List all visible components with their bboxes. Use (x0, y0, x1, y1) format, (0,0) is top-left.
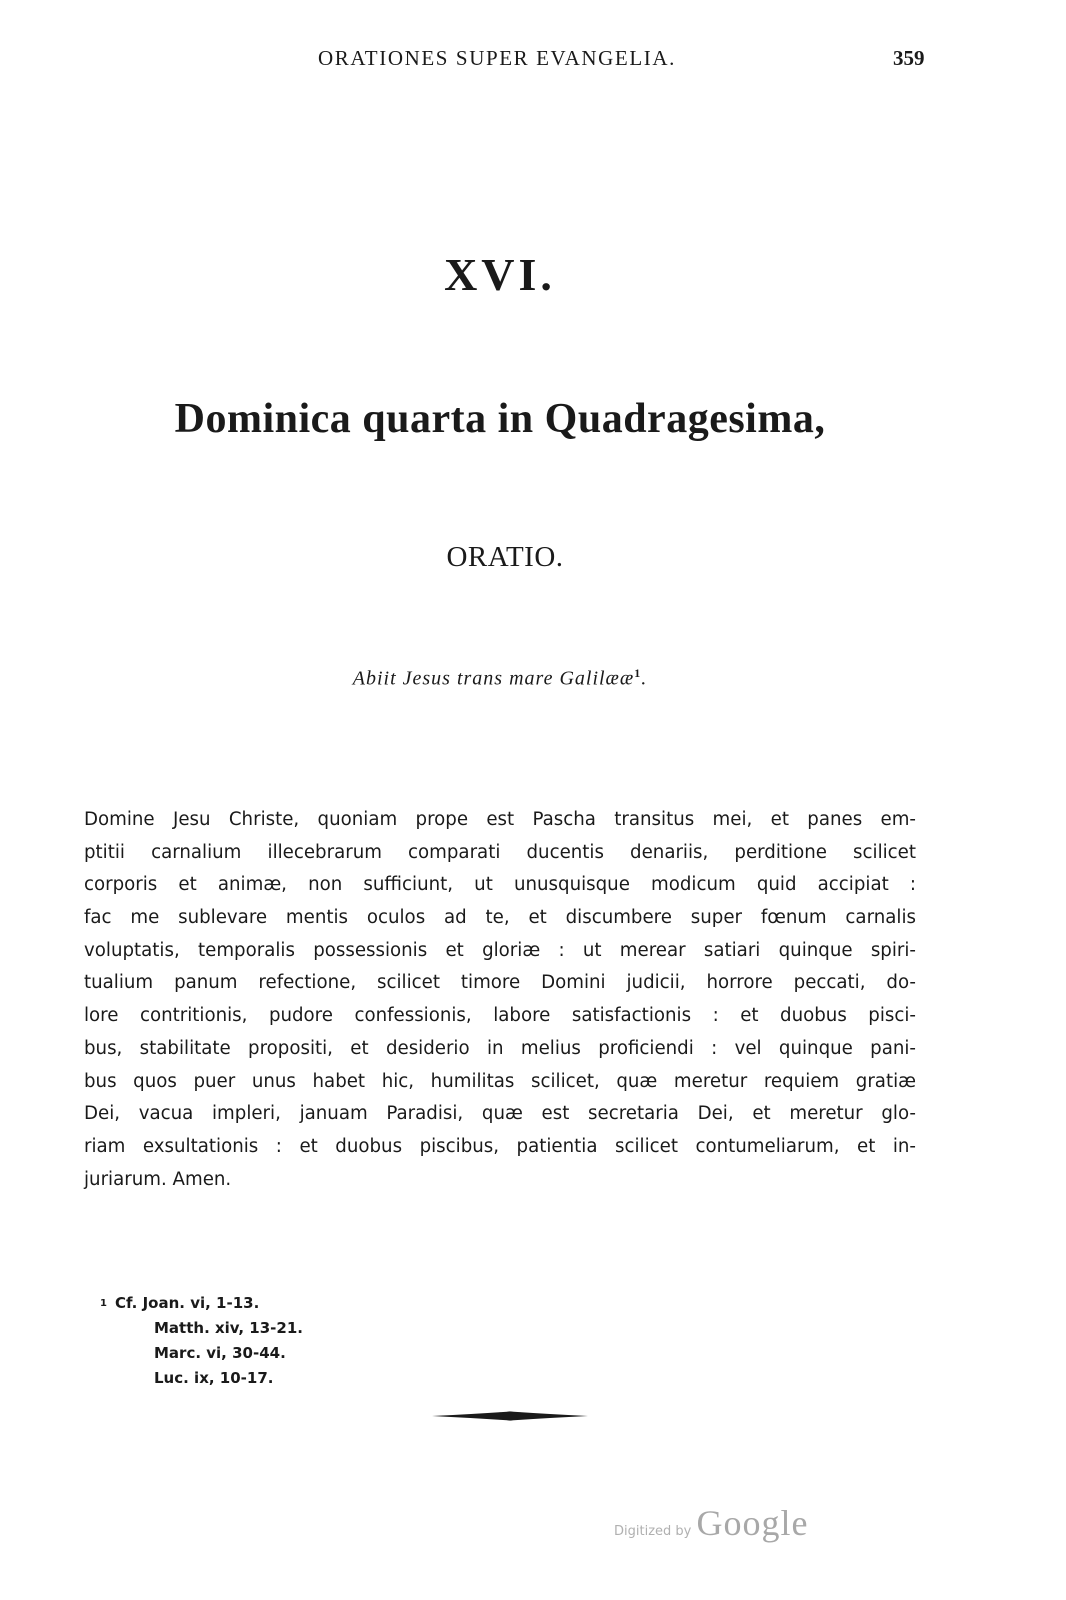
footnotes (100, 1291, 303, 1391)
body-line: tualium panum refectione, scilicet timore Domini judicii, horrore peccati, do- (84, 972, 916, 994)
epigraph-text: Abiit Jesus trans mare Galilææ (352, 667, 635, 690)
google-watermark (614, 1502, 808, 1552)
body-line: voluptatis, temporalis possessionis et gloriæ : ut merear satiari quinque spiri- (84, 939, 916, 961)
epigraph (0, 666, 1000, 691)
epigraph-end: . (641, 667, 648, 690)
body-line: Domine Jesu Christe, quoniam prope est Pascha transitus mei, et panes em- (84, 809, 916, 830)
body-line: Dei, vacua impleri, januam Paradisi, quæ est secretaria Dei, et meretur glo- (84, 1103, 916, 1125)
watermark-brand: Google (696, 1503, 809, 1543)
footnote-line (100, 1291, 303, 1316)
footnote-text: Cf. Joan. vi, 1-13. (114, 1294, 260, 1312)
chapter-number: XVI. (444, 249, 556, 300)
footnote-line: Matth. xiv, 13-21. (154, 1319, 303, 1337)
footnote-reference: 1 (634, 666, 642, 680)
page-number: 359 (893, 46, 925, 70)
body-line: juriarum. Amen. (84, 1168, 232, 1190)
running-header (0, 46, 1066, 76)
body-line: ptitii carnalium illecebrarum comparati ducentis denariis, perditione scilicet (84, 841, 916, 863)
footnote-line: Marc. vi, 30-44. (154, 1344, 286, 1362)
running-title: ORATIONES SUPER EVANGELIA. (318, 46, 676, 70)
watermark-prefix: Digitized by (614, 1524, 692, 1539)
section-heading: ORATIO. (446, 541, 564, 573)
footnote-line: Luc. ix, 10-17. (154, 1369, 274, 1387)
body-line: corporis et animæ, non sufficiunt, ut unusquisque modicum quid accipiat : (84, 874, 916, 896)
body-line: fac me sublevare mentis oculos ad te, et discumbere super fœnum carnalis (84, 907, 916, 929)
body-line: lore contritionis, pudore confessionis, labore satisfactionis : et duobus pisci- (84, 1005, 916, 1027)
body-line: riam exsultationis : et duobus piscibus, patientia scilicet contumeliarum, et in- (84, 1135, 916, 1157)
body-line: bus, stabilitate propositi, et desiderio in melius proficiendi : vel quinque pani- (84, 1037, 916, 1059)
ornament-divider-icon (430, 1405, 590, 1427)
prayer-body (84, 804, 916, 1196)
footnote-marker: 1 (100, 1298, 107, 1309)
chapter-title: Dominica quarta in Quadragesima, (174, 396, 826, 442)
body-line: bus quos puer unus habet hic, humilitas scilicet, quæ meretur requiem gratiæ (84, 1070, 916, 1092)
